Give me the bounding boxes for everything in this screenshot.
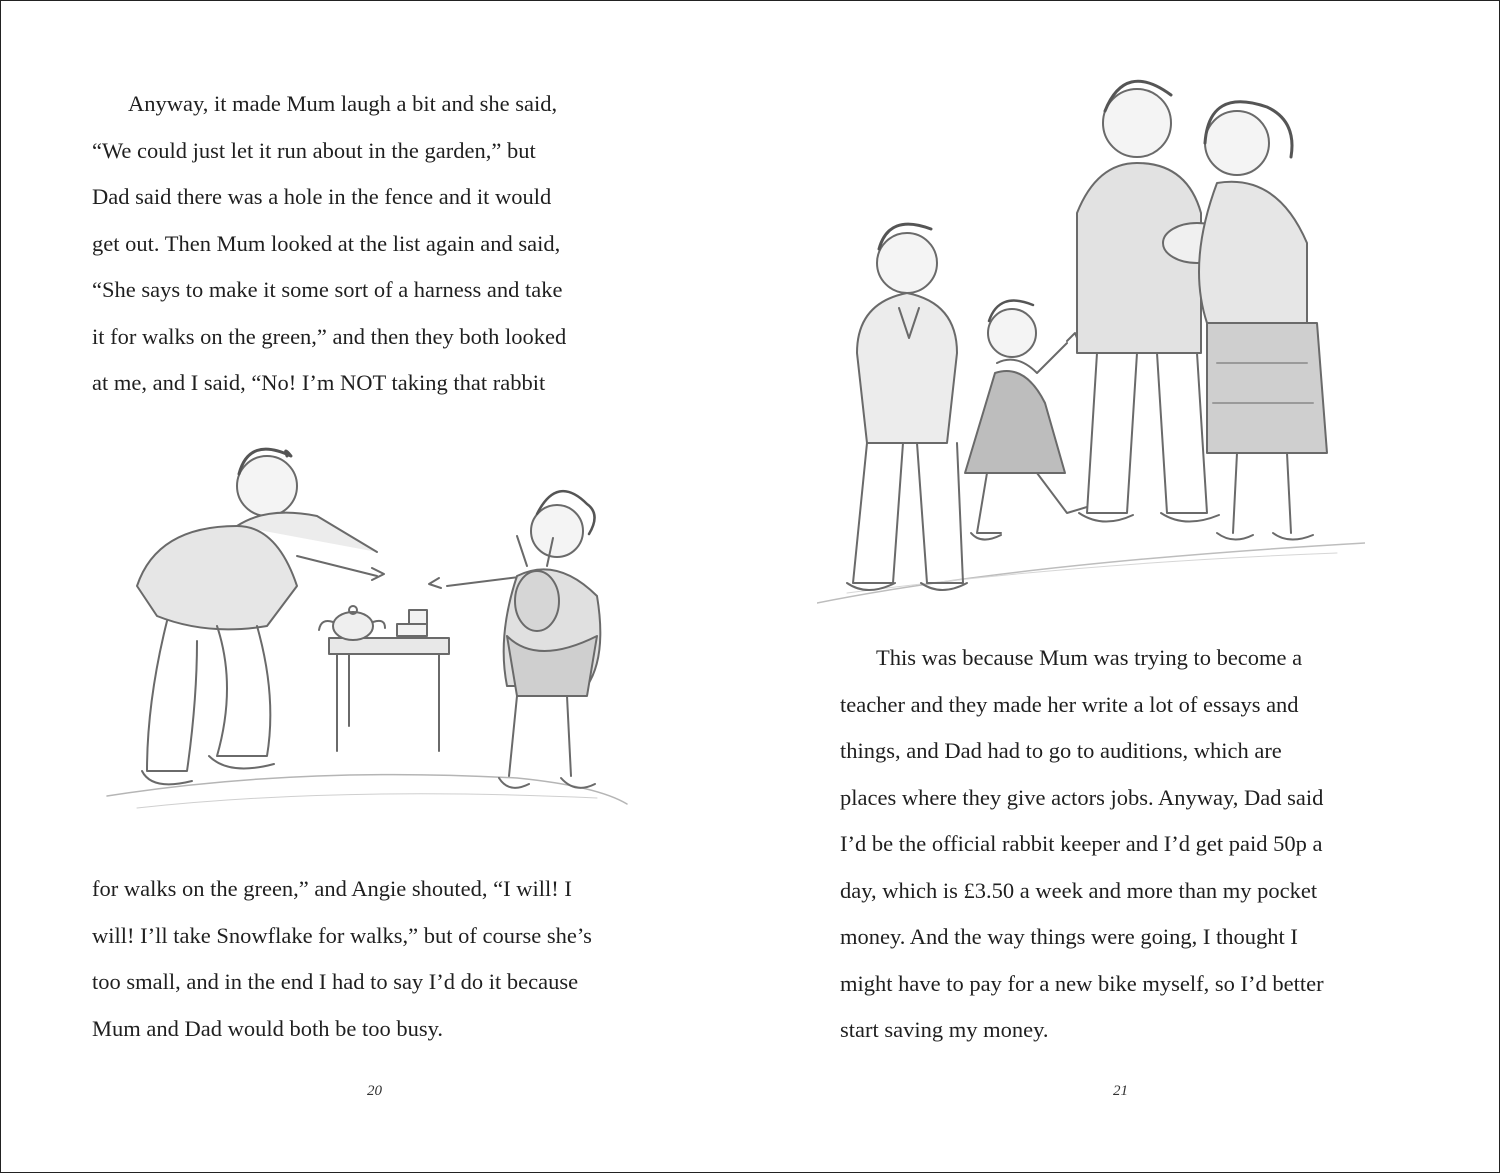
text-line: money. And the way things were going, I thought I (840, 924, 1298, 949)
text-line: Anyway, it made Mum laugh a bit and she said, (128, 91, 558, 116)
text-line: things, and Dad had to go to auditions, which are (840, 738, 1282, 763)
text-line: “She says to make it some sort of a harness and take (92, 277, 563, 302)
text-line: Dad said there was a hole in the fence and it would (92, 184, 552, 209)
girl-figure (429, 491, 600, 788)
text-line: teacher and they made her write a lot of essays and (840, 691, 1299, 717)
text-line: might have to pay for a new bike myself, so I’d better (840, 970, 1324, 996)
text-line: it for walks on the green,” and then they both looked (92, 323, 567, 349)
woman-figure (1199, 102, 1327, 540)
left-page (1, 1, 749, 1172)
text-line: places where they give actors jobs. Anyway, Dad said (840, 784, 1324, 810)
toddler-figure (965, 301, 1087, 540)
text-line: at me, and I said, “No! I’m NOT taking that rabbit (92, 370, 546, 395)
text-line: will! I’ll take Snowflake for walks,” but of course she’s (92, 922, 592, 948)
text-line: too small, and in the end I had to say I’d do it because (92, 969, 579, 994)
page-number: 21 (1113, 1083, 1128, 1099)
text-line: This was because Mum was trying to become a (876, 645, 1303, 670)
text-line: for walks on the green,” and Angie shouted, “I will! I (92, 876, 572, 901)
illustration-family (817, 63, 1365, 608)
text-line: Mum and Dad would both be too busy. (92, 1015, 444, 1041)
right-page (749, 1, 1499, 1172)
text-line: “We could just let it run about in the garden,” but (92, 137, 536, 163)
paragraph-top (92, 81, 566, 407)
page-number: 20 (367, 1083, 382, 1099)
paragraph-main (840, 635, 1324, 1054)
text-line: I’d be the official rabbit keeper and I’d get paid 50p a (840, 831, 1323, 856)
illustration-children-pointing (97, 426, 637, 821)
boy-figure (847, 224, 967, 590)
text-line: get out. Then Mum looked at the list again and said, (92, 230, 561, 256)
text-line: day, which is £3.50 a week and more than my pocket (840, 877, 1318, 903)
paragraph-bottom (92, 866, 592, 1052)
text-line: start saving my money. (840, 1017, 1049, 1042)
